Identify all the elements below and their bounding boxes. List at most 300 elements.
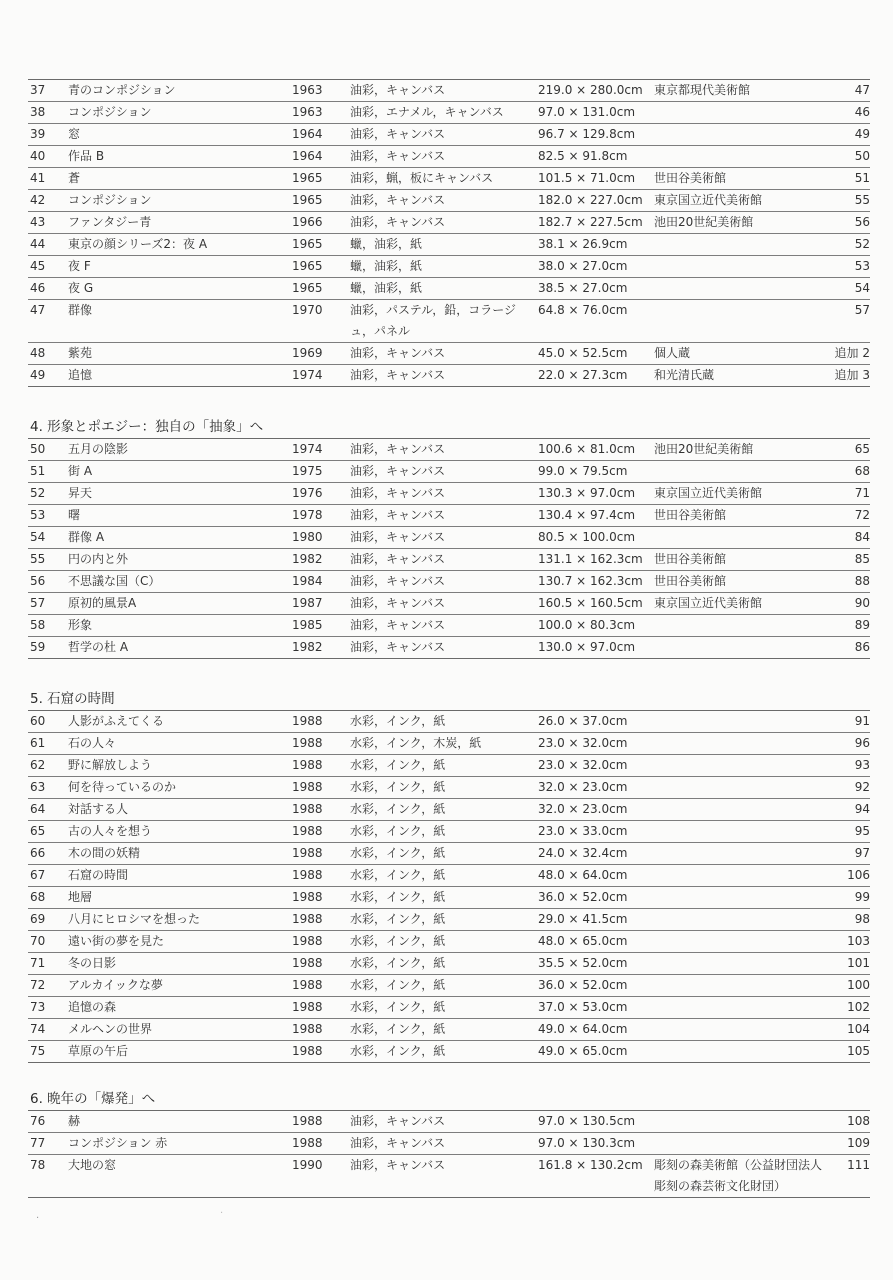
work-number: 61 xyxy=(28,733,68,755)
work-owner xyxy=(654,1111,832,1133)
work-owner xyxy=(654,931,832,953)
work-number: 55 xyxy=(28,549,68,571)
work-medium: 水彩，インク，紙 xyxy=(350,975,538,997)
table-row xyxy=(28,527,870,549)
work-page: 68 xyxy=(832,461,870,483)
work-owner: 池田20世紀美術館 xyxy=(654,439,832,461)
work-medium: 水彩，インク，紙 xyxy=(350,931,538,953)
table-row xyxy=(28,80,870,102)
work-year: 1988 xyxy=(292,1019,350,1041)
table-row xyxy=(28,1019,870,1041)
work-number: 64 xyxy=(28,799,68,821)
work-size: 100.0 × 80.3cm xyxy=(538,615,654,637)
work-number: 65 xyxy=(28,821,68,843)
work-owner xyxy=(654,1133,832,1155)
work-number: 37 xyxy=(28,80,68,102)
table-row xyxy=(28,799,870,821)
work-owner xyxy=(654,953,832,975)
work-size: 23.0 × 32.0cm xyxy=(538,755,654,777)
work-medium: 油彩，キャンバス xyxy=(350,483,538,505)
work-medium: 油彩，キャンバス xyxy=(350,1155,538,1198)
work-number: 39 xyxy=(28,124,68,146)
work-number: 60 xyxy=(28,711,68,733)
work-year: 1988 xyxy=(292,711,350,733)
work-number: 67 xyxy=(28,865,68,887)
work-page: 104 xyxy=(832,1019,870,1041)
work-number: 72 xyxy=(28,975,68,997)
work-year: 1988 xyxy=(292,931,350,953)
table-row xyxy=(28,821,870,843)
work-title: 作品 B xyxy=(68,146,292,168)
work-title: 不思議な国（C） xyxy=(68,571,292,593)
work-year: 1990 xyxy=(292,1155,350,1198)
work-year: 1988 xyxy=(292,843,350,865)
work-title: 哲学の杜 A xyxy=(68,637,292,659)
work-year: 1988 xyxy=(292,975,350,997)
work-title: ファンタジー青 xyxy=(68,212,292,234)
work-year: 1964 xyxy=(292,124,350,146)
table-row xyxy=(28,343,870,365)
work-number: 62 xyxy=(28,755,68,777)
work-owner: 世田谷美術館 xyxy=(654,505,832,527)
work-page: 50 xyxy=(832,146,870,168)
work-owner: 世田谷美術館 xyxy=(654,571,832,593)
work-owner xyxy=(654,821,832,843)
work-number: 75 xyxy=(28,1041,68,1063)
work-year: 1984 xyxy=(292,571,350,593)
work-page: 86 xyxy=(832,637,870,659)
table-row xyxy=(28,1133,870,1155)
table-row xyxy=(28,190,870,212)
table-row xyxy=(28,1111,870,1133)
work-owner: 東京国立近代美術館 xyxy=(654,190,832,212)
work-year: 1976 xyxy=(292,483,350,505)
table-row xyxy=(28,593,870,615)
work-year: 1988 xyxy=(292,953,350,975)
work-year: 1988 xyxy=(292,777,350,799)
work-year: 1988 xyxy=(292,909,350,931)
work-owner xyxy=(654,865,832,887)
work-medium: 水彩，インク，紙 xyxy=(350,909,538,931)
work-number: 73 xyxy=(28,997,68,1019)
work-medium: 油彩，パステル，鉛，コラージュ，パネル xyxy=(350,300,538,343)
work-page: 95 xyxy=(832,821,870,843)
work-owner: 東京都現代美術館 xyxy=(654,80,832,102)
table-row xyxy=(28,234,870,256)
table-row xyxy=(28,212,870,234)
work-medium: 油彩，キャンバス xyxy=(350,212,538,234)
table-row xyxy=(28,953,870,975)
work-title: 曙 xyxy=(68,505,292,527)
work-owner: 東京国立近代美術館 xyxy=(654,593,832,615)
table-row xyxy=(28,278,870,300)
work-year: 1965 xyxy=(292,190,350,212)
work-year: 1963 xyxy=(292,102,350,124)
work-owner xyxy=(654,300,832,343)
work-title: 草原の午后 xyxy=(68,1041,292,1063)
work-page: 53 xyxy=(832,256,870,278)
work-size: 96.7 × 129.8cm xyxy=(538,124,654,146)
work-owner xyxy=(654,124,832,146)
work-page: 91 xyxy=(832,711,870,733)
work-owner xyxy=(654,755,832,777)
work-owner: 彫刻の森美術館（公益財団法人 彫刻の森芸術文化財団） xyxy=(654,1155,832,1198)
work-owner: 池田20世紀美術館 xyxy=(654,212,832,234)
work-medium: 油彩，キャンバス xyxy=(350,461,538,483)
work-title: 木の間の妖精 xyxy=(68,843,292,865)
work-year: 1987 xyxy=(292,593,350,615)
table-row xyxy=(28,997,870,1019)
work-year: 1965 xyxy=(292,168,350,190)
table-row xyxy=(28,975,870,997)
work-size: 45.0 × 52.5cm xyxy=(538,343,654,365)
work-page: 追加 2 xyxy=(832,343,870,365)
work-number: 54 xyxy=(28,527,68,549)
work-medium: 蠟，油彩，紙 xyxy=(350,278,538,300)
work-medium: 水彩，インク，紙 xyxy=(350,843,538,865)
work-title: コンポジション 赤 xyxy=(68,1133,292,1155)
work-page: 103 xyxy=(832,931,870,953)
work-medium: 水彩，インク，紙 xyxy=(350,1041,538,1063)
work-size: 49.0 × 64.0cm xyxy=(538,1019,654,1041)
work-page: 88 xyxy=(832,571,870,593)
work-size: 38.1 × 26.9cm xyxy=(538,234,654,256)
work-medium: 水彩，インク，紙 xyxy=(350,953,538,975)
work-page: 49 xyxy=(832,124,870,146)
work-page: 93 xyxy=(832,755,870,777)
work-number: 59 xyxy=(28,637,68,659)
work-title: 冬の日影 xyxy=(68,953,292,975)
table-row xyxy=(28,637,870,659)
work-size: 29.0 × 41.5cm xyxy=(538,909,654,931)
work-number: 49 xyxy=(28,365,68,387)
work-size: 130.0 × 97.0cm xyxy=(538,637,654,659)
work-title: 石の人々 xyxy=(68,733,292,755)
work-year: 1988 xyxy=(292,755,350,777)
work-year: 1982 xyxy=(292,549,350,571)
work-page: 89 xyxy=(832,615,870,637)
table-row xyxy=(28,755,870,777)
work-title: コンポジション xyxy=(68,190,292,212)
work-year: 1965 xyxy=(292,278,350,300)
work-size: 23.0 × 33.0cm xyxy=(538,821,654,843)
work-medium: 水彩，インク，紙 xyxy=(350,711,538,733)
work-title: 対話する人 xyxy=(68,799,292,821)
work-medium: 水彩，インク，紙 xyxy=(350,821,538,843)
work-number: 38 xyxy=(28,102,68,124)
work-year: 1974 xyxy=(292,439,350,461)
table-row xyxy=(28,124,870,146)
work-number: 76 xyxy=(28,1111,68,1133)
work-title: 追憶の森 xyxy=(68,997,292,1019)
work-medium: 油彩，キャンバス xyxy=(350,146,538,168)
work-page: 101 xyxy=(832,953,870,975)
work-title: 遠い街の夢を見た xyxy=(68,931,292,953)
work-number: 58 xyxy=(28,615,68,637)
work-size: 101.5 × 71.0cm xyxy=(538,168,654,190)
work-title: 夜 F xyxy=(68,256,292,278)
work-size: 100.6 × 81.0cm xyxy=(538,439,654,461)
work-page: 111 xyxy=(832,1155,870,1198)
section-5 xyxy=(28,688,870,1063)
section-6 xyxy=(28,1088,870,1198)
work-year: 1974 xyxy=(292,365,350,387)
table-row xyxy=(28,439,870,461)
work-size: 23.0 × 32.0cm xyxy=(538,733,654,755)
work-page: 51 xyxy=(832,168,870,190)
work-number: 78 xyxy=(28,1155,68,1198)
work-number: 68 xyxy=(28,887,68,909)
table-row xyxy=(28,102,870,124)
work-title: 円の内と外 xyxy=(68,549,292,571)
work-size: 130.4 × 97.4cm xyxy=(538,505,654,527)
work-size: 131.1 × 162.3cm xyxy=(538,549,654,571)
table-row xyxy=(28,931,870,953)
work-number: 56 xyxy=(28,571,68,593)
work-number: 63 xyxy=(28,777,68,799)
work-title: 大地の窓 xyxy=(68,1155,292,1198)
work-page: 100 xyxy=(832,975,870,997)
work-page: 46 xyxy=(832,102,870,124)
work-size: 97.0 × 131.0cm xyxy=(538,102,654,124)
table-row xyxy=(28,571,870,593)
work-medium: 油彩，キャンバス xyxy=(350,593,538,615)
works-table xyxy=(28,710,870,1063)
work-number: 47 xyxy=(28,300,68,343)
work-number: 43 xyxy=(28,212,68,234)
work-medium: 水彩，インク，紙 xyxy=(350,887,538,909)
table-row xyxy=(28,909,870,931)
work-size: 97.0 × 130.3cm xyxy=(538,1133,654,1155)
work-year: 1975 xyxy=(292,461,350,483)
work-size: 130.3 × 97.0cm xyxy=(538,483,654,505)
work-size: 38.0 × 27.0cm xyxy=(538,256,654,278)
work-size: 161.8 × 130.2cm xyxy=(538,1155,654,1198)
work-page: 47 xyxy=(832,80,870,102)
work-medium: 水彩，インク，紙 xyxy=(350,777,538,799)
work-page: 52 xyxy=(832,234,870,256)
work-title: 群像 xyxy=(68,300,292,343)
work-year: 1988 xyxy=(292,799,350,821)
work-size: 64.8 × 76.0cm xyxy=(538,300,654,343)
work-size: 26.0 × 37.0cm xyxy=(538,711,654,733)
table-row xyxy=(28,483,870,505)
work-page: 56 xyxy=(832,212,870,234)
work-size: 35.5 × 52.0cm xyxy=(538,953,654,975)
work-owner xyxy=(654,278,832,300)
work-owner xyxy=(654,799,832,821)
work-medium: 油彩，キャンバス xyxy=(350,343,538,365)
work-year: 1978 xyxy=(292,505,350,527)
work-size: 219.0 × 280.0cm xyxy=(538,80,654,102)
work-number: 48 xyxy=(28,343,68,365)
work-number: 69 xyxy=(28,909,68,931)
work-size: 22.0 × 27.3cm xyxy=(538,365,654,387)
table-row xyxy=(28,146,870,168)
work-owner xyxy=(654,887,832,909)
work-size: 130.7 × 162.3cm xyxy=(538,571,654,593)
work-number: 42 xyxy=(28,190,68,212)
work-size: 38.5 × 27.0cm xyxy=(538,278,654,300)
work-year: 1964 xyxy=(292,146,350,168)
work-medium: 油彩，キャンバス xyxy=(350,124,538,146)
work-medium: 油彩，キャンバス xyxy=(350,637,538,659)
work-size: 48.0 × 64.0cm xyxy=(538,865,654,887)
works-table xyxy=(28,1110,870,1198)
table-row xyxy=(28,711,870,733)
work-year: 1988 xyxy=(292,1041,350,1063)
work-page: 85 xyxy=(832,549,870,571)
work-owner xyxy=(654,1041,832,1063)
work-number: 51 xyxy=(28,461,68,483)
work-owner xyxy=(654,909,832,931)
work-medium: 油彩，キャンバス xyxy=(350,80,538,102)
work-page: 108 xyxy=(832,1111,870,1133)
table-row xyxy=(28,865,870,887)
work-owner: 世田谷美術館 xyxy=(654,549,832,571)
work-page: 105 xyxy=(832,1041,870,1063)
work-year: 1988 xyxy=(292,1133,350,1155)
work-owner xyxy=(654,975,832,997)
work-medium: 油彩，キャンバス xyxy=(350,615,538,637)
work-page: 54 xyxy=(832,278,870,300)
work-owner: 個人蔵 xyxy=(654,343,832,365)
work-medium: 油彩，キャンバス xyxy=(350,549,538,571)
work-number: 71 xyxy=(28,953,68,975)
work-number: 57 xyxy=(28,593,68,615)
work-owner xyxy=(654,146,832,168)
table-row xyxy=(28,777,870,799)
works-table xyxy=(28,79,870,387)
work-title: 昇天 xyxy=(68,483,292,505)
work-size: 80.5 × 100.0cm xyxy=(538,527,654,549)
work-title: 紫苑 xyxy=(68,343,292,365)
work-title: 蒼 xyxy=(68,168,292,190)
work-year: 1969 xyxy=(292,343,350,365)
work-year: 1988 xyxy=(292,887,350,909)
work-year: 1963 xyxy=(292,80,350,102)
table-row xyxy=(28,887,870,909)
table-row xyxy=(28,168,870,190)
work-year: 1988 xyxy=(292,865,350,887)
work-medium: 水彩，インク，紙 xyxy=(350,865,538,887)
work-number: 44 xyxy=(28,234,68,256)
work-medium: 油彩，キャンバス xyxy=(350,1133,538,1155)
work-title: 追憶 xyxy=(68,365,292,387)
work-number: 70 xyxy=(28,931,68,953)
work-number: 66 xyxy=(28,843,68,865)
page-mark-2: · xyxy=(220,1208,224,1219)
work-number: 46 xyxy=(28,278,68,300)
work-size: 82.5 × 91.8cm xyxy=(538,146,654,168)
table-row xyxy=(28,505,870,527)
work-year: 1988 xyxy=(292,997,350,1019)
work-number: 74 xyxy=(28,1019,68,1041)
work-owner xyxy=(654,256,832,278)
work-number: 50 xyxy=(28,439,68,461)
work-title: 青のコンポジション xyxy=(68,80,292,102)
work-year: 1988 xyxy=(292,1111,350,1133)
work-page: 97 xyxy=(832,843,870,865)
work-page: 94 xyxy=(832,799,870,821)
work-medium: 水彩，インク，紙 xyxy=(350,997,538,1019)
work-number: 45 xyxy=(28,256,68,278)
work-medium: 油彩，キャンバス xyxy=(350,1111,538,1133)
table-row xyxy=(28,300,870,343)
work-owner xyxy=(654,1019,832,1041)
work-size: 36.0 × 52.0cm xyxy=(538,975,654,997)
work-title: 五月の陰影 xyxy=(68,439,292,461)
work-title: 古の人々を想う xyxy=(68,821,292,843)
table-row xyxy=(28,461,870,483)
work-page: 84 xyxy=(832,527,870,549)
work-size: 32.0 × 23.0cm xyxy=(538,777,654,799)
work-size: 99.0 × 79.5cm xyxy=(538,461,654,483)
work-page: 98 xyxy=(832,909,870,931)
table-row xyxy=(28,733,870,755)
work-page: 106 xyxy=(832,865,870,887)
work-year: 1982 xyxy=(292,637,350,659)
section-title: 6. 晩年の「爆発」へ xyxy=(30,1091,156,1107)
work-size: 36.0 × 52.0cm xyxy=(538,887,654,909)
work-size: 182.7 × 227.5cm xyxy=(538,212,654,234)
work-medium: 蠟，油彩，紙 xyxy=(350,234,538,256)
table-row xyxy=(28,256,870,278)
work-year: 1965 xyxy=(292,256,350,278)
work-number: 40 xyxy=(28,146,68,168)
work-owner xyxy=(654,997,832,1019)
work-page: 92 xyxy=(832,777,870,799)
work-owner xyxy=(654,527,832,549)
work-owner xyxy=(654,733,832,755)
work-title: 赫 xyxy=(68,1111,292,1133)
work-year: 1970 xyxy=(292,300,350,343)
work-size: 32.0 × 23.0cm xyxy=(538,799,654,821)
work-number: 52 xyxy=(28,483,68,505)
work-size: 24.0 × 32.4cm xyxy=(538,843,654,865)
work-size: 49.0 × 65.0cm xyxy=(538,1041,654,1063)
work-title: 東京の顔シリーズ2：夜 A xyxy=(68,234,292,256)
work-page: 102 xyxy=(832,997,870,1019)
section-title: 4. 形象とポエジー：独自の「抽象」へ xyxy=(30,419,264,435)
section-title: 5. 石窟の時間 xyxy=(30,691,115,707)
work-title: 窓 xyxy=(68,124,292,146)
table-row xyxy=(28,365,870,387)
work-medium: 水彩，インク，紙 xyxy=(350,799,538,821)
work-page: 96 xyxy=(832,733,870,755)
work-page: 71 xyxy=(832,483,870,505)
work-owner xyxy=(654,234,832,256)
work-title: 人影がふえてくる xyxy=(68,711,292,733)
work-medium: 油彩，エナメル，キャンバス xyxy=(350,102,538,124)
work-page: 72 xyxy=(832,505,870,527)
work-title: 石窟の時間 xyxy=(68,865,292,887)
work-page: 90 xyxy=(832,593,870,615)
work-medium: 油彩，キャンバス xyxy=(350,571,538,593)
table-row xyxy=(28,1155,870,1198)
work-owner xyxy=(654,843,832,865)
work-medium: 油彩，キャンバス xyxy=(350,365,538,387)
work-owner: 東京国立近代美術館 xyxy=(654,483,832,505)
work-medium: 水彩，インク，木炭，紙 xyxy=(350,733,538,755)
work-page: 65 xyxy=(832,439,870,461)
work-year: 1965 xyxy=(292,234,350,256)
work-page: 追加 3 xyxy=(832,365,870,387)
work-title: アルカイックな夢 xyxy=(68,975,292,997)
work-medium: 油彩，キャンバス xyxy=(350,505,538,527)
work-medium: 油彩，キャンバス xyxy=(350,190,538,212)
work-page: 109 xyxy=(832,1133,870,1155)
